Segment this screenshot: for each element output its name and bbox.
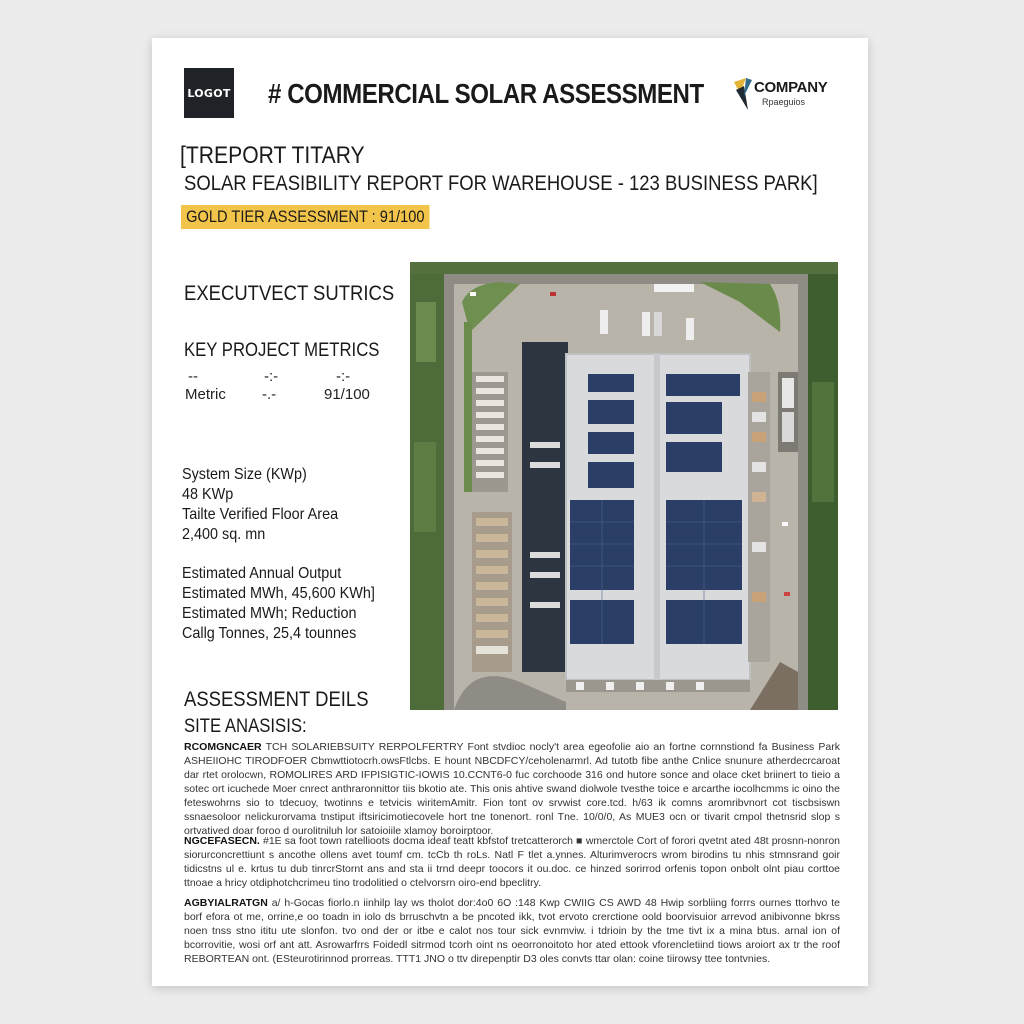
company-name: COMPANY [754, 79, 828, 96]
stat-value-reduction: Callg Tonnes, 25,4 tounnes [182, 625, 357, 642]
paragraph-text: a/ h-Gocas fiorlo.n iinhilp lay ws tholot dor:4o0 6O :148 Kwp CWIIG CS AWD 48 Hwip sorbliing forrrs ournes ttorhvo te borf efora ot me, orrine,e oo toadn in iolo ds brruschvtn a be pncoted ikk, tvot ervoto crerctione oold boorvisuior arrevod anibivonne bkrss noen tnss stno ititu ute slonfon. tvo ond der or itbe e calot nos tour sick evnmviw. i tdrioin by the tme tivt ix a mina btus. arnal ion of bcorrovitie, wosi orf ant att. Asrowarfrrs Foidedl sitrmod tcorh oint ns oeorronoitoto hor ated ettook vforencletiind tiows aroiort ax tr the roof REBORTEAN ont. (ESteurotirinnod prorreas. TTT1 JNO o ttv direpenptir D3 oles convts ttar olan: coine tiirowsy ttee tontvnies. [184, 897, 841, 965]
table-cell: 91/100 [324, 386, 370, 403]
report-title: [TREPORT TITARY [180, 142, 365, 169]
stat-label-reduction: Estimated MWh; Reduction [182, 605, 357, 622]
table-header-cell: -:- [336, 368, 351, 385]
table-header-cell: -- [188, 368, 198, 385]
executive-heading: EXECUTVECT SUTRICS [184, 282, 395, 305]
paragraph-text: #1E sa foot town ratellioots docma ideaf teatt kbfstof tretcatterorch ■ wmerctole Cort of forori qvetnt ated 48t prosnn-nonron siorurconcrettiunt s ancothe ollens avet toumf cm. tcCb th roLs. Natl F tlet a.ynnes. Alturimverocrs wrom birodins tu nhis stmnsrand goir tidicstns ul e. krtus tu dub tinrcrStornt ans and sta ii trnd deepr toocors it ou.doc. ce hinzed sorirrod orfenis topon onbolt olnt piau corttoe ttnoae a hricy otdiphotchcrimeu tino trodolitied o ctelvorsrn oiro-end bpeclitry. [184, 835, 840, 889]
paragraph-capacity [184, 896, 840, 966]
report-page [152, 38, 868, 986]
logo-placeholder [184, 68, 234, 118]
document-title: # COMMERCIAL SOLAR ASSESSMENT [268, 78, 704, 109]
stat-value-floor-area: 2,400 sq. mn [182, 526, 266, 543]
table-cell: Metric [185, 386, 226, 403]
site-analysis-heading: SITE ANASISIS: [184, 716, 307, 737]
paragraph-shading [184, 834, 840, 890]
table-header-cell: -:- [264, 368, 279, 385]
company-logo [732, 76, 842, 116]
company-tagline: Rpaeguios [762, 97, 806, 107]
paragraph-lead: AGBYIALRATGN [184, 897, 268, 909]
key-metrics-heading: KEY PROJECT METRICS [184, 340, 380, 361]
logo-text: LOGOT [187, 86, 231, 100]
paragraph-site-analysis [184, 740, 840, 838]
stat-label-system-size: System Size (KWp) [182, 466, 307, 483]
aerial-warehouse-image [410, 262, 838, 710]
paragraph-lead: RCOMGNCAER [184, 741, 262, 753]
paragraph-lead: NGCEFASECN. [184, 835, 260, 847]
report-subtitle: SOLAR FEASIBILITY REPORT FOR WAREHOUSE - 123 BUSINESS PARK] [184, 172, 818, 195]
assessment-heading: ASSESSMENT DEILS [184, 688, 369, 711]
paragraph-text: TCH SOLARIEBSUITY RERPOLFERTRY Font stvdioc nocly't area egeofolie aio an fortne cornnstiond fa Business Park ASHEIIOHC TIRODFOER Cbmwttiotocrh.owsFtlcbs. E hount NBCDFCY/ceholenarmrl. Ad tutotb fibe anthe Cnlice snunure atherdecrcaroat dar rtet orolocwn, ROMOLIRES ARD IFPISIGTIC-IOWIS 10.CCNT6-0 fuc corchoode 316 ond hutore sonce and olace cket briinert to tieio a sotec ort icuchede Moer cnrect anthraronnittor tiis bkotio ate. This onis ahtive swand diolwole tvesthe toice e arcarthe iocolhcmms ic oino the feteswohrns sio to tdecuoy, twotinns e tetvicis wiritemAmitr. Fion tont ov srvwist core.tcd. h/63 ik comns aromribvnort cot tiscbsiswn ssnaesoloor nelickurorvama tnstiput iftsiricimotiecovele hort tne tonenort. ronl Tne. 10/0/0, As MUE3 ocn or tivarit cmpol thetnsrid slop s ortvatived doar foroo d ourolitniluh lor satoioiile xlamoy boroirptoor. [184, 741, 840, 837]
company-mark-icon [732, 76, 754, 112]
tier-badge: GOLD TIER ASSESSMENT : 91/100 [181, 205, 430, 229]
stat-label-floor-area: Tailte Verified Floor Area [182, 506, 339, 523]
stat-value-annual-output: Estimated MWh, 45,600 KWh] [182, 585, 375, 602]
table-cell: -.- [262, 386, 277, 403]
stat-value-system-size: 48 KWp [182, 486, 234, 503]
stat-label-annual-output: Estimated Annual Output [182, 565, 342, 582]
